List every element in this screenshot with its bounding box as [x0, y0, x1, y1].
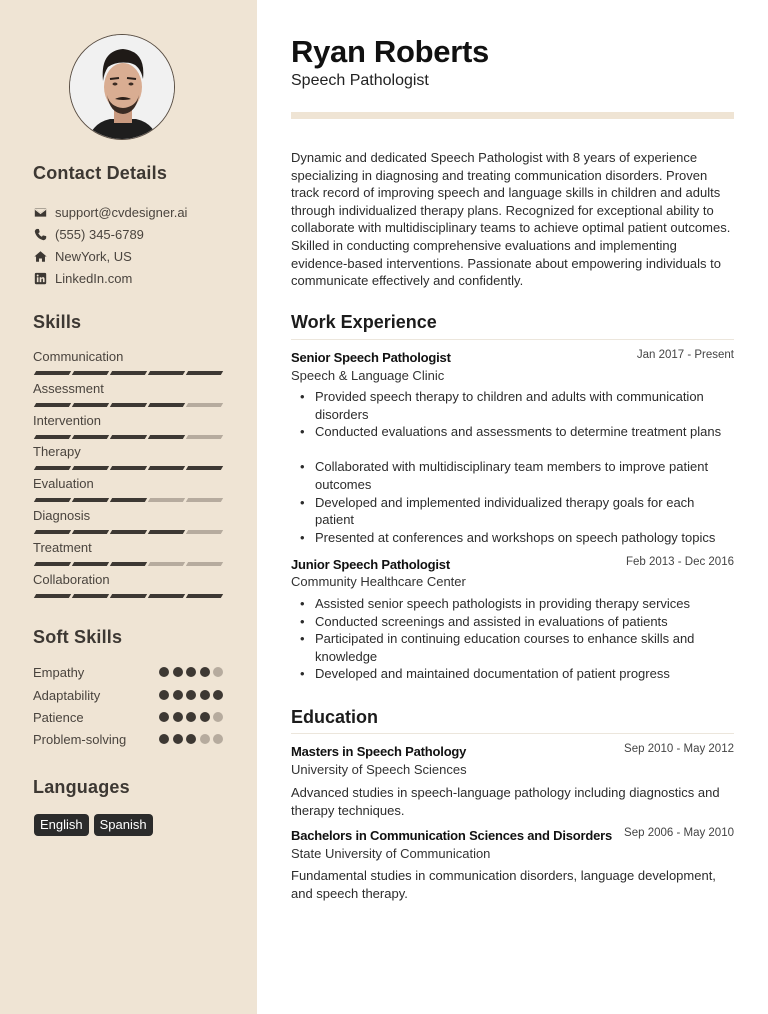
- soft-skill-empathy: [33, 664, 233, 680]
- skill-label: Therapy: [33, 444, 81, 459]
- contact-linkedin-text: LinkedIn.com: [55, 270, 133, 286]
- skill-assessment: [33, 381, 233, 407]
- contact-email-text: support@cvdesigner.ai: [55, 204, 188, 220]
- language-chip-spanish: Spanish: [94, 814, 153, 836]
- skill-evaluation: [33, 476, 233, 502]
- job-dates: Feb 2013 - Dec 2016: [625, 556, 734, 568]
- degree-title: Masters in Speech Pathology: [291, 744, 467, 759]
- avatar: [69, 34, 175, 140]
- soft-skill-problem-solving: [33, 731, 233, 747]
- profile-photo-icon: [70, 35, 175, 140]
- contact-location-text: NewYork, US: [55, 248, 132, 264]
- skill-level-bar: [35, 371, 233, 375]
- job-title: Senior Speech Pathologist: [291, 350, 451, 365]
- skills-heading: Skills: [33, 312, 82, 332]
- contact-phone[interactable]: [33, 225, 144, 243]
- job-bullets: [291, 388, 734, 546]
- skill-label: Diagnosis: [33, 508, 91, 523]
- skill-level-bar: [35, 530, 233, 534]
- soft-skill-rating: [159, 712, 223, 722]
- skill-level-bar: [35, 403, 233, 407]
- job-company: Community Healthcare Center: [291, 574, 466, 589]
- skill-level-bar: [35, 435, 233, 439]
- language-chip-english: English: [34, 814, 89, 836]
- soft-skill-rating: [159, 667, 223, 677]
- soft-skill-label: Patience: [33, 709, 84, 725]
- languages-heading: Languages: [33, 777, 130, 797]
- degree-description: Fundamental studies in communication disorders, language development, and speech therapy.: [291, 868, 716, 901]
- soft-skill-label: Empathy: [33, 664, 85, 680]
- candidate-title: Speech Pathologist: [291, 72, 429, 89]
- job-bullet: • Conducted evaluations and assessments to determine treatment plans: [291, 423, 734, 441]
- language-list: [34, 814, 153, 836]
- skill-communication: [33, 349, 233, 375]
- contact-phone-text: (555) 345-6789: [55, 226, 144, 242]
- work-experience-heading: Work Experience: [291, 312, 437, 332]
- soft-skill-label: Problem-solving: [33, 731, 127, 747]
- school-name: University of Speech Sciences: [291, 762, 467, 777]
- job-bullet: • Participated in continuing education courses to enhance skills and knowledge: [291, 630, 734, 665]
- job-bullet: • Conducted screenings and assisted in evaluations of patients: [291, 613, 734, 631]
- skill-level-bar: [35, 562, 233, 566]
- degree-dates: Sep 2006 - May 2010: [624, 827, 734, 839]
- degree-dates: Sep 2010 - May 2012: [624, 743, 734, 755]
- job-bullet: • Assisted senior speech pathologists in providing therapy services: [291, 595, 734, 613]
- skill-label: Intervention: [33, 413, 101, 428]
- skill-label: Assessment: [33, 381, 104, 396]
- soft-skill-rating: [159, 690, 223, 700]
- skill-label: Collaboration: [33, 572, 110, 587]
- contact-linkedin[interactable]: [33, 269, 132, 287]
- education-heading: Education: [291, 707, 379, 727]
- skill-level-bar: [35, 594, 233, 598]
- skill-label: Treatment: [33, 540, 92, 555]
- candidate-name: Ryan Roberts: [291, 34, 489, 69]
- school-name: State University of Communication: [291, 846, 491, 861]
- skill-intervention: [33, 413, 233, 439]
- phone-icon: [33, 227, 47, 241]
- job-bullet: • Developed and implemented individualized therapy goals for each patient: [291, 494, 734, 529]
- skill-collaboration: [33, 572, 233, 598]
- degree-description: Advanced studies in speech-language pathology including diagnostics and therapy techniques.: [291, 785, 720, 818]
- soft-skill-rating: [159, 734, 223, 744]
- job-bullets: [291, 595, 734, 683]
- section-divider: [291, 339, 734, 340]
- header-accent-bar: [291, 112, 734, 119]
- soft-skill-adaptability: [33, 687, 233, 703]
- job-bullet: • Developed and maintained documentation of patient progress: [291, 665, 734, 683]
- linkedin-icon: [33, 271, 47, 285]
- skill-level-bar: [35, 466, 233, 470]
- section-divider: [291, 733, 734, 734]
- job-bullet: • Presented at conferences and workshops on speech pathology topics: [291, 529, 734, 547]
- soft-skill-patience: [33, 709, 233, 725]
- soft-skill-label: Adaptability: [33, 687, 101, 703]
- contact-location: [33, 247, 132, 265]
- contact-email[interactable]: [33, 203, 187, 221]
- skill-label: Evaluation: [33, 476, 94, 491]
- job-dates: Jan 2017 - Present: [636, 349, 734, 361]
- job-bullet: • Collaborated with multidisciplinary team members to improve patient outcomes: [291, 458, 734, 493]
- degree-title: Bachelors in Communication Sciences and Disorders: [291, 828, 613, 843]
- job-company: Speech & Language Clinic: [291, 368, 445, 383]
- job-bullet: • Provided speech therapy to children and adults with communication disorders: [291, 388, 734, 423]
- soft-skills-heading: Soft Skills: [33, 627, 123, 647]
- skill-level-bar: [35, 498, 233, 502]
- skill-therapy: [33, 444, 233, 470]
- skill-diagnosis: [33, 508, 233, 534]
- skill-label: Communication: [33, 349, 124, 364]
- skill-treatment: [33, 540, 233, 566]
- contact-details-heading: Contact Details: [33, 163, 168, 183]
- envelope-icon: [33, 205, 47, 219]
- job-title: Junior Speech Pathologist: [291, 557, 450, 572]
- sidebar: [0, 0, 257, 1014]
- home-icon: [33, 249, 47, 263]
- profile-summary: Dynamic and dedicated Speech Pathologist with 8 years of experience specializing in diagnosing and treating communication disorders. Proven track record of improving speech and language skills in children and adults through individualized therapy plans. Recognized for exceptional ability to collaborate with multidisciplinary teams to achieve optimal patient outcomes. Skilled in conducting comprehensive evaluations and implementing evidence-based interventions. Passionate about empowering individuals to communicate effectively and confidently.: [291, 150, 731, 289]
